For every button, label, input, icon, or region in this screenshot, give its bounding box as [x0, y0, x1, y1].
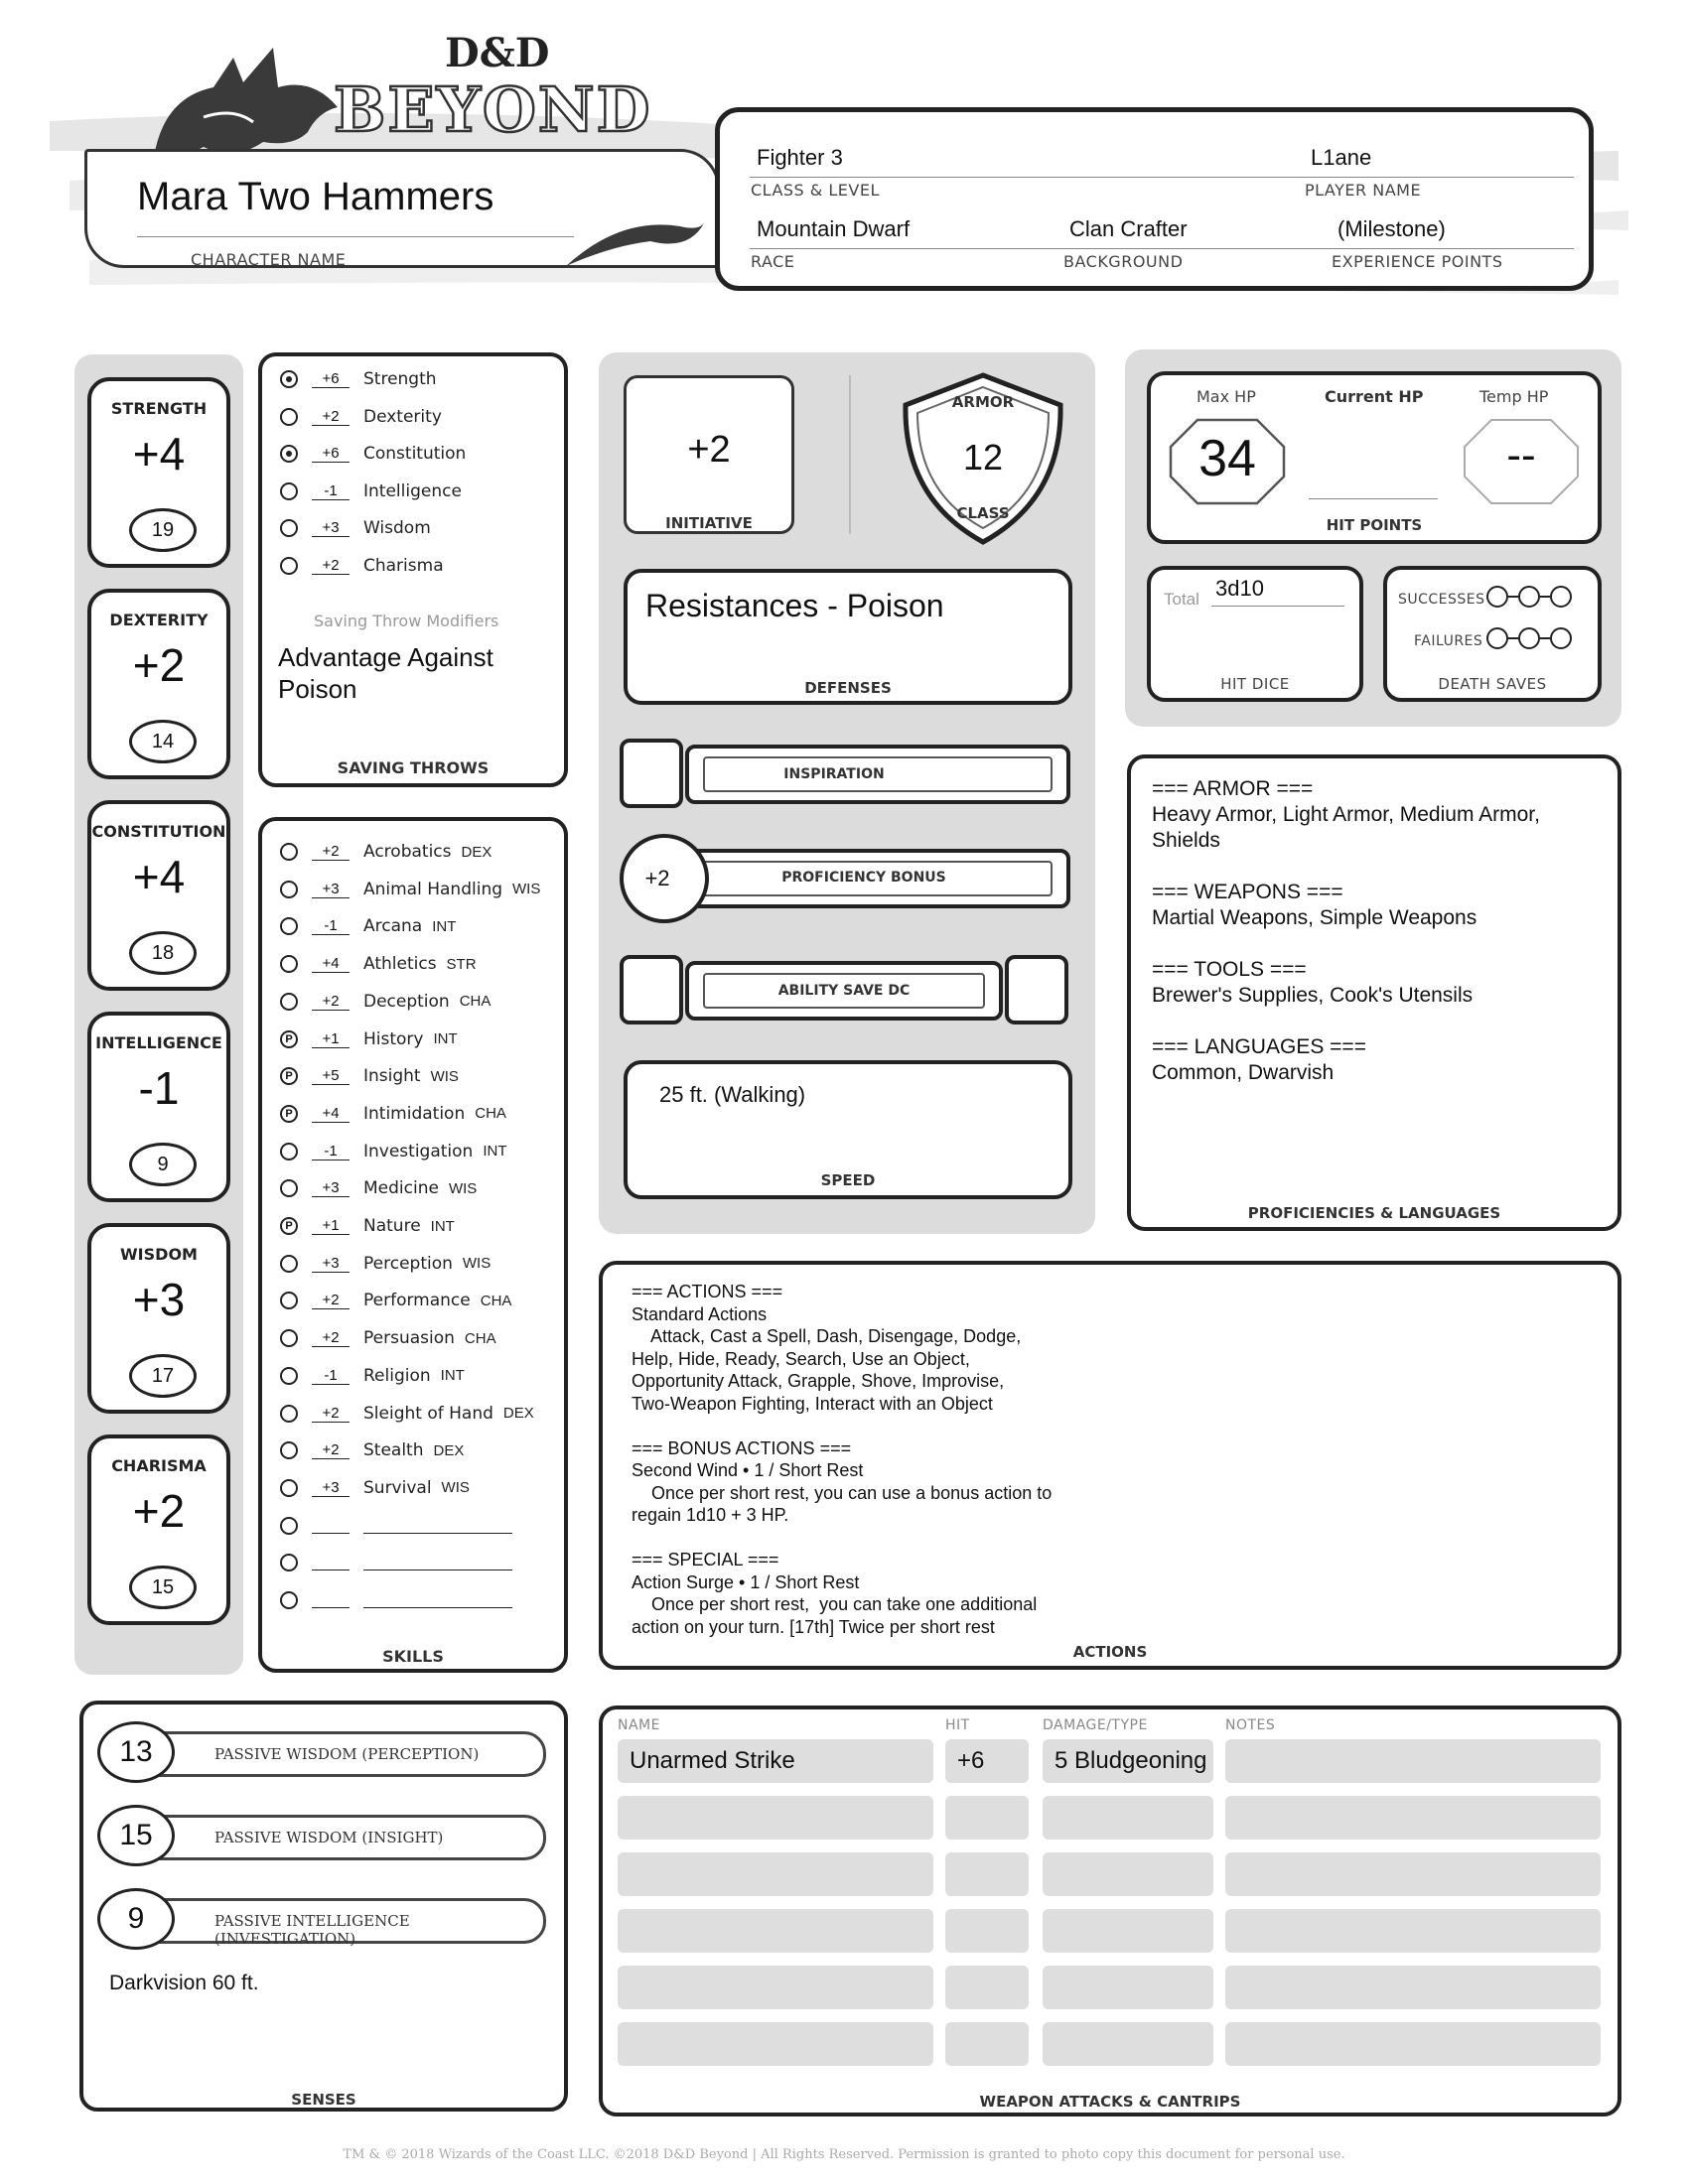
character-name[interactable]: Mara Two Hammers: [137, 175, 494, 218]
skill-row[interactable]: [280, 1325, 496, 1351]
attacks-title: WEAPON ATTACKS & CANTRIPS: [979, 2093, 1241, 2111]
hit-dice-label: HIT DICE: [1220, 675, 1290, 693]
skills-box: [258, 817, 568, 1673]
ability-name: STRENGTH: [110, 399, 208, 418]
attack-name-cell[interactable]: Unarmed Strike: [618, 1739, 933, 1783]
skill-row[interactable]: [280, 1475, 470, 1501]
proficient-dot-icon[interactable]: [280, 370, 298, 388]
passive-value[interactable]: 13: [97, 1721, 175, 1783]
skill-name: Performance: [363, 1291, 471, 1311]
empty-circle-icon[interactable]: [280, 408, 298, 426]
skill-mod: +2: [312, 1329, 350, 1347]
action-line: Once per short rest, you can use a bonus action to: [632, 1482, 1053, 1503]
ability-name: INTELLIGENCE: [95, 1033, 222, 1052]
skill-name: Persuasion: [363, 1328, 455, 1349]
initiative-label: INITIATIVE: [665, 514, 753, 532]
skill-row[interactable]: [280, 1101, 506, 1127]
skill-mod: +4: [312, 1105, 350, 1123]
current-hp-line: [1309, 498, 1438, 499]
empty-circle-icon[interactable]: [280, 1441, 298, 1459]
max-hp-label: Max HP: [1196, 387, 1256, 406]
skill-mod: +2: [312, 993, 350, 1011]
empty-circle-icon[interactable]: [280, 1329, 298, 1347]
hit-points-title: HIT POINTS: [1326, 516, 1423, 534]
ability-wisdom: [87, 1223, 230, 1414]
ability-name: CONSTITUTION: [91, 822, 226, 841]
skill-name: Survival: [363, 1477, 432, 1498]
skill-row[interactable]: [280, 1288, 511, 1313]
save-dc-label: ABILITY SAVE DC: [777, 983, 911, 999]
blank-skill-mod[interactable]: [312, 1555, 350, 1570]
action-line: action on your turn. [17th] Twice per short rest: [632, 1616, 995, 1637]
ability-name: CHARISMA: [111, 1456, 207, 1475]
max-hp-value[interactable]: 34: [1198, 430, 1256, 487]
skill-attribute: INT: [433, 1030, 458, 1047]
proficient-p-icon[interactable]: P: [280, 1217, 298, 1235]
saving-throw-name: Wisdom: [363, 518, 431, 539]
attack-name-cell[interactable]: [618, 2022, 933, 2066]
hit-dice-total-label: Total: [1164, 590, 1199, 609]
failures-label: FAILURES: [1414, 633, 1483, 649]
actions-title: ACTIONS: [1072, 1643, 1148, 1661]
saving-throw-name: Charisma: [363, 556, 444, 576]
ability-modifier[interactable]: -1: [138, 1062, 180, 1114]
empty-circle-icon[interactable]: [280, 482, 298, 500]
ability-modifier[interactable]: +4: [132, 428, 186, 479]
attack-hit-cell[interactable]: [945, 1852, 1029, 1896]
skill-row[interactable]: [280, 839, 492, 865]
saving-throw-name: Dexterity: [363, 406, 442, 427]
skill-row[interactable]: [280, 951, 477, 977]
action-line: === BONUS ACTIONS ===: [632, 1437, 852, 1458]
skill-attribute: INT: [440, 1367, 465, 1385]
skill-name: Religion: [363, 1365, 431, 1386]
ability-strength: [87, 377, 230, 568]
header-line-1: [750, 177, 1574, 178]
empty-circle-icon[interactable]: [280, 1517, 298, 1535]
ability-modifier[interactable]: +4: [132, 851, 186, 902]
saving-throw-name: Constitution: [363, 444, 467, 465]
proficient-p-icon[interactable]: P: [280, 1067, 298, 1085]
skill-name: Arcana: [363, 916, 423, 937]
skill-attribute: CHA: [464, 1329, 496, 1347]
proficiency-line: === TOOLS ===: [1152, 958, 1307, 981]
ability-score[interactable]: 18: [129, 931, 197, 975]
ability-name: DEXTERITY: [109, 611, 209, 629]
skill-name: Athletics: [363, 954, 437, 975]
dragon-logo-icon: [144, 38, 352, 167]
attack-hit-cell[interactable]: [945, 1966, 1029, 2009]
proficiency-line: === WEAPONS ===: [1152, 881, 1343, 903]
race-label: RACE: [751, 252, 795, 271]
empty-circle-icon[interactable]: [280, 1554, 298, 1571]
blank-skill-name[interactable]: [363, 1555, 512, 1570]
defenses-label: DEFENSES: [804, 679, 892, 697]
successes-label: SUCCESSES: [1398, 592, 1485, 608]
saving-throw-row[interactable]: [280, 478, 462, 504]
actions-text[interactable]: [632, 1281, 1585, 1638]
attack-damage-cell[interactable]: 5 Bludgeoning: [1043, 1739, 1213, 1783]
armor-label-bottom: CLASS: [956, 504, 1010, 522]
attack-damage-cell[interactable]: [1043, 1909, 1213, 1953]
action-line: Attack, Cast a Spell, Dash, Disengage, Dodge,: [632, 1326, 1022, 1346]
speed-value[interactable]: 25 ft. (Walking): [659, 1082, 806, 1107]
blank-skill-row[interactable]: [280, 1513, 512, 1539]
proficiency-line: Brewer's Supplies, Cook's Utensils: [1152, 984, 1474, 1007]
proficiency-line: Martial Weapons, Simple Weapons: [1152, 906, 1477, 929]
empty-circle-icon[interactable]: [280, 993, 298, 1011]
action-line: Help, Hide, Ready, Search, Use an Object,: [632, 1348, 970, 1369]
passive-sense: [97, 1805, 546, 1866]
attack-name-cell[interactable]: [618, 1909, 933, 1953]
skills-title: SKILLS: [382, 1647, 444, 1666]
skill-mod: +2: [312, 1405, 350, 1423]
blank-skill-name[interactable]: [363, 1592, 512, 1608]
ability-constitution: [87, 800, 230, 991]
action-line: === SPECIAL ===: [632, 1550, 779, 1570]
saving-throw-mod: +2: [312, 408, 350, 426]
skill-attribute: WIS: [462, 1255, 492, 1273]
failure-circles[interactable]: [1486, 627, 1572, 649]
ability-modifier[interactable]: +3: [132, 1274, 186, 1325]
senses-title: SENSES: [291, 2091, 356, 2109]
skill-mod: +2: [312, 843, 350, 861]
success-circles[interactable]: [1486, 586, 1572, 608]
background-label: BACKGROUND: [1063, 252, 1184, 271]
passive-label: PASSIVE WISDOM (PERCEPTION): [214, 1745, 480, 1763]
race[interactable]: Mountain Dwarf: [757, 216, 911, 241]
blank-skill-row[interactable]: [280, 1587, 512, 1613]
attack-hit-cell[interactable]: [945, 2022, 1029, 2066]
experience-points[interactable]: (Milestone): [1337, 216, 1446, 241]
skill-attribute: WIS: [448, 1179, 478, 1197]
attack-header-notes: NOTES: [1225, 1717, 1276, 1733]
passive-label: PASSIVE INTELLIGENCE (INVESTIGATION): [214, 1912, 410, 1948]
skill-mod: +3: [312, 1479, 350, 1497]
armor-label-top: ARMOR: [951, 393, 1015, 411]
action-line: [632, 1527, 1585, 1550]
action-line: === ACTIONS ===: [632, 1282, 783, 1301]
empty-circle-icon[interactable]: [280, 1179, 298, 1197]
inspiration-label: INSPIRATION: [783, 766, 885, 782]
skill-row[interactable]: [280, 1213, 455, 1239]
empty-circle-icon[interactable]: [280, 519, 298, 537]
saving-throw-modifiers-label: Saving Throw Modifiers: [314, 612, 499, 630]
action-line: Opportunity Attack, Grapple, Shove, Improvise,: [632, 1371, 1005, 1391]
attack-name-cell[interactable]: [618, 1796, 933, 1840]
passive-value[interactable]: 15: [97, 1805, 175, 1866]
inspiration-cap: [620, 739, 683, 808]
speed-label: SPEED: [820, 1171, 876, 1189]
skill-attribute: WIS: [512, 881, 541, 898]
skill-attribute: CHA: [480, 1292, 512, 1309]
blank-skill-mod[interactable]: [312, 1592, 350, 1608]
skill-name: Insight: [363, 1066, 421, 1087]
temp-hp-value[interactable]: --: [1506, 431, 1536, 479]
ability-score[interactable]: 14: [129, 720, 197, 763]
class-level[interactable]: Fighter 3: [757, 145, 843, 170]
attack-header-hit: HIT: [945, 1717, 970, 1733]
attack-damage-cell[interactable]: [1043, 1796, 1213, 1840]
proficiency-line: === ARMOR ===: [1152, 777, 1314, 800]
skill-name: History: [363, 1028, 424, 1049]
ability-charisma: [87, 1434, 230, 1625]
saving-throw-modifiers-text[interactable]: Advantage Against Poison: [278, 642, 493, 704]
blank-skill-row[interactable]: [280, 1550, 512, 1575]
saving-throw-mod: -1: [312, 482, 350, 500]
empty-circle-icon[interactable]: [280, 1292, 298, 1309]
passive-label: PASSIVE WISDOM (INSIGHT): [214, 1829, 444, 1846]
defenses-value[interactable]: Resistances - Poison: [645, 588, 944, 623]
logo-top: D&D: [445, 30, 550, 76]
proficient-dot-icon[interactable]: [280, 445, 298, 463]
attack-header-damage: DAMAGE/TYPE: [1043, 1717, 1148, 1733]
skill-row[interactable]: [280, 1175, 477, 1201]
action-line: regain 1d10 + 3 HP.: [632, 1505, 789, 1525]
ability-score[interactable]: 9: [129, 1143, 197, 1186]
proficiency-bonus-label: PROFICIENCY BONUS: [781, 870, 946, 886]
skill-attribute: DEX: [502, 1405, 534, 1422]
player-name-label: PLAYER NAME: [1305, 181, 1422, 200]
senses-notes[interactable]: Darkvision 60 ft.: [109, 1972, 259, 1994]
skill-attribute: CHA: [475, 1105, 506, 1123]
proficiency-bonus-value[interactable]: +2: [644, 866, 670, 890]
skill-name: Acrobatics: [363, 842, 452, 862]
armor-class-value[interactable]: 12: [962, 437, 1004, 478]
ability-modifier[interactable]: +2: [132, 639, 186, 691]
skill-attribute: CHA: [459, 993, 492, 1011]
proficiency-line: Common, Dwarvish: [1152, 1061, 1335, 1084]
attack-hit-cell[interactable]: [945, 1796, 1029, 1840]
action-line: Second Wind • 1 / Short Rest: [632, 1460, 864, 1480]
skill-mod: +4: [312, 955, 350, 973]
proficiency-line: [1152, 1009, 1599, 1034]
saving-throw-row[interactable]: [280, 441, 466, 467]
attack-notes-cell[interactable]: [1225, 1796, 1601, 1840]
passive-sense: [97, 1721, 546, 1783]
logo-main: BEYOND: [334, 73, 652, 146]
skill-row[interactable]: [280, 913, 456, 939]
ability-dexterity: [87, 589, 230, 779]
attack-damage-cell[interactable]: [1043, 2022, 1213, 2066]
skill-row[interactable]: [280, 989, 491, 1015]
proficient-p-icon[interactable]: P: [280, 1030, 298, 1048]
skill-attribute: DEX: [433, 1441, 465, 1459]
action-line: Once per short rest, you can take one additional: [632, 1594, 1038, 1614]
saving-throw-row[interactable]: [280, 404, 442, 430]
skill-attribute: INT: [430, 1217, 455, 1235]
empty-circle-icon[interactable]: [280, 557, 298, 575]
skill-name: Deception: [363, 991, 450, 1012]
empty-circle-icon[interactable]: [280, 1591, 298, 1609]
empty-circle-icon[interactable]: [280, 917, 298, 935]
saving-throw-mod: +6: [312, 370, 350, 388]
action-line: Standard Actions: [632, 1303, 768, 1324]
attack-notes-cell[interactable]: [1225, 2022, 1601, 2066]
empty-circle-icon[interactable]: [280, 1405, 298, 1423]
skill-row[interactable]: [280, 1401, 534, 1427]
skill-name: Intimidation: [363, 1103, 466, 1124]
background[interactable]: Clan Crafter: [1069, 216, 1188, 241]
character-name-label: CHARACTER NAME: [191, 250, 347, 269]
empty-circle-icon[interactable]: [280, 1367, 298, 1385]
empty-circle-icon[interactable]: [280, 881, 298, 898]
attack-name-cell[interactable]: [618, 1852, 933, 1896]
attack-header-name: NAME: [618, 1717, 660, 1733]
skill-mod: -1: [312, 917, 350, 935]
skill-attribute: STR: [446, 955, 477, 973]
empty-circle-icon[interactable]: [280, 843, 298, 861]
skill-mod: -1: [312, 1367, 350, 1385]
passive-value[interactable]: 9: [97, 1888, 175, 1950]
skill-mod: +1: [312, 1030, 350, 1048]
skill-row[interactable]: [280, 877, 540, 902]
death-saves-label: DEATH SAVES: [1438, 675, 1547, 693]
ability-score[interactable]: 19: [129, 508, 197, 552]
skill-attribute: WIS: [441, 1479, 470, 1497]
attack-notes-cell[interactable]: [1225, 1739, 1601, 1783]
hit-dice-line: [1211, 606, 1344, 607]
proficiencies-text[interactable]: [1152, 776, 1599, 1086]
initiative-value[interactable]: +2: [687, 429, 731, 471]
skill-mod: +3: [312, 1255, 350, 1273]
empty-circle-icon[interactable]: [280, 1255, 298, 1273]
attack-hit-cell[interactable]: +6: [945, 1739, 1029, 1783]
skill-mod: +3: [312, 881, 350, 898]
ability-intelligence: [87, 1012, 230, 1202]
header-line-2: [750, 248, 1574, 249]
skill-mod: +2: [312, 1292, 350, 1309]
skill-mod: +1: [312, 1217, 350, 1235]
proficiencies-title: PROFICIENCIES & LANGUAGES: [1247, 1204, 1501, 1222]
save-dc-cap-right: [1005, 955, 1068, 1024]
skill-name: Investigation: [363, 1141, 474, 1161]
skill-name: Stealth: [363, 1440, 424, 1461]
skill-mod: +3: [312, 1179, 350, 1197]
skill-row[interactable]: [280, 1437, 464, 1463]
temp-hp-label: Temp HP: [1479, 387, 1549, 406]
save-dc-cap-left: [620, 955, 683, 1024]
skill-attribute: INT: [432, 917, 457, 935]
skill-attribute: WIS: [430, 1067, 459, 1085]
saving-throw-mod: +3: [312, 519, 350, 537]
ability-score[interactable]: 17: [129, 1354, 197, 1398]
attack-damage-cell[interactable]: [1043, 1852, 1213, 1896]
saving-throw-mod: +6: [312, 445, 350, 463]
class-level-label: CLASS & LEVEL: [751, 181, 880, 200]
passive-sense: [97, 1888, 546, 1950]
skill-mod: -1: [312, 1143, 350, 1160]
skill-attribute: INT: [483, 1143, 507, 1160]
skill-mod: +2: [312, 1441, 350, 1459]
skill-row[interactable]: [280, 1363, 465, 1389]
ability-score[interactable]: 15: [129, 1566, 197, 1609]
saving-throw-row[interactable]: [280, 515, 431, 541]
saving-throw-mod: +2: [312, 557, 350, 575]
ability-name: WISDOM: [120, 1245, 198, 1264]
skill-name: Sleight of Hand: [363, 1403, 493, 1424]
skill-row[interactable]: [280, 1026, 458, 1052]
skill-mod: +5: [312, 1067, 350, 1085]
attack-notes-cell[interactable]: [1225, 1852, 1601, 1896]
action-line: [632, 1415, 1585, 1437]
attack-damage-cell[interactable]: [1043, 1966, 1213, 2009]
proficiency-line: [1152, 931, 1599, 957]
skill-row[interactable]: [280, 1063, 459, 1089]
skill-row[interactable]: [280, 1251, 491, 1277]
proficiency-line: Heavy Armor, Light Armor, Medium Armor, Shields: [1152, 803, 1540, 852]
attack-notes-cell[interactable]: [1225, 1966, 1601, 2009]
action-line: Action Surge • 1 / Short Rest: [632, 1571, 860, 1592]
empty-circle-icon[interactable]: [280, 955, 298, 973]
skill-name: Medicine: [363, 1178, 439, 1199]
footer-copyright: TM & © 2018 Wizards of the Coast LLC. ©2018 D&D Beyond | All Rights Reserved. Permission is granted to photo copy this document for personal use.: [343, 2147, 1345, 2162]
skill-name: Animal Handling: [363, 879, 503, 899]
saving-throws-title: SAVING THROWS: [337, 758, 490, 777]
tail-icon: [561, 206, 710, 286]
empty-circle-icon[interactable]: [280, 1479, 298, 1497]
combat-divider: [849, 375, 851, 534]
saving-throw-row[interactable]: [280, 553, 444, 579]
blank-skill-name[interactable]: [363, 1518, 512, 1534]
character-name-line: [137, 236, 574, 237]
empty-circle-icon[interactable]: [280, 1143, 298, 1160]
proficiency-line: === LANGUAGES ===: [1152, 1035, 1366, 1058]
experience-label: EXPERIENCE POINTS: [1332, 252, 1503, 271]
skill-row[interactable]: [280, 1139, 507, 1164]
saving-throw-row[interactable]: [280, 366, 437, 392]
action-line: Two-Weapon Fighting, Interact with an Object: [632, 1393, 993, 1414]
proficiency-line: [1152, 854, 1599, 880]
saving-throw-name: Strength: [363, 369, 437, 389]
skill-attribute: DEX: [461, 843, 492, 861]
attack-hit-cell[interactable]: [945, 1909, 1029, 1953]
skill-name: Nature: [363, 1216, 421, 1236]
proficient-p-icon[interactable]: P: [280, 1105, 298, 1123]
skill-name: Perception: [363, 1253, 453, 1274]
hit-dice-value[interactable]: 3d10: [1215, 576, 1264, 601]
blank-skill-mod[interactable]: [312, 1518, 350, 1534]
current-hp-label: Current HP: [1325, 387, 1424, 406]
player-name[interactable]: L1ane: [1311, 145, 1372, 170]
ability-modifier[interactable]: +2: [132, 1485, 186, 1537]
attack-notes-cell[interactable]: [1225, 1909, 1601, 1953]
saving-throw-name: Intelligence: [363, 480, 462, 501]
attack-name-cell[interactable]: [618, 1966, 933, 2009]
